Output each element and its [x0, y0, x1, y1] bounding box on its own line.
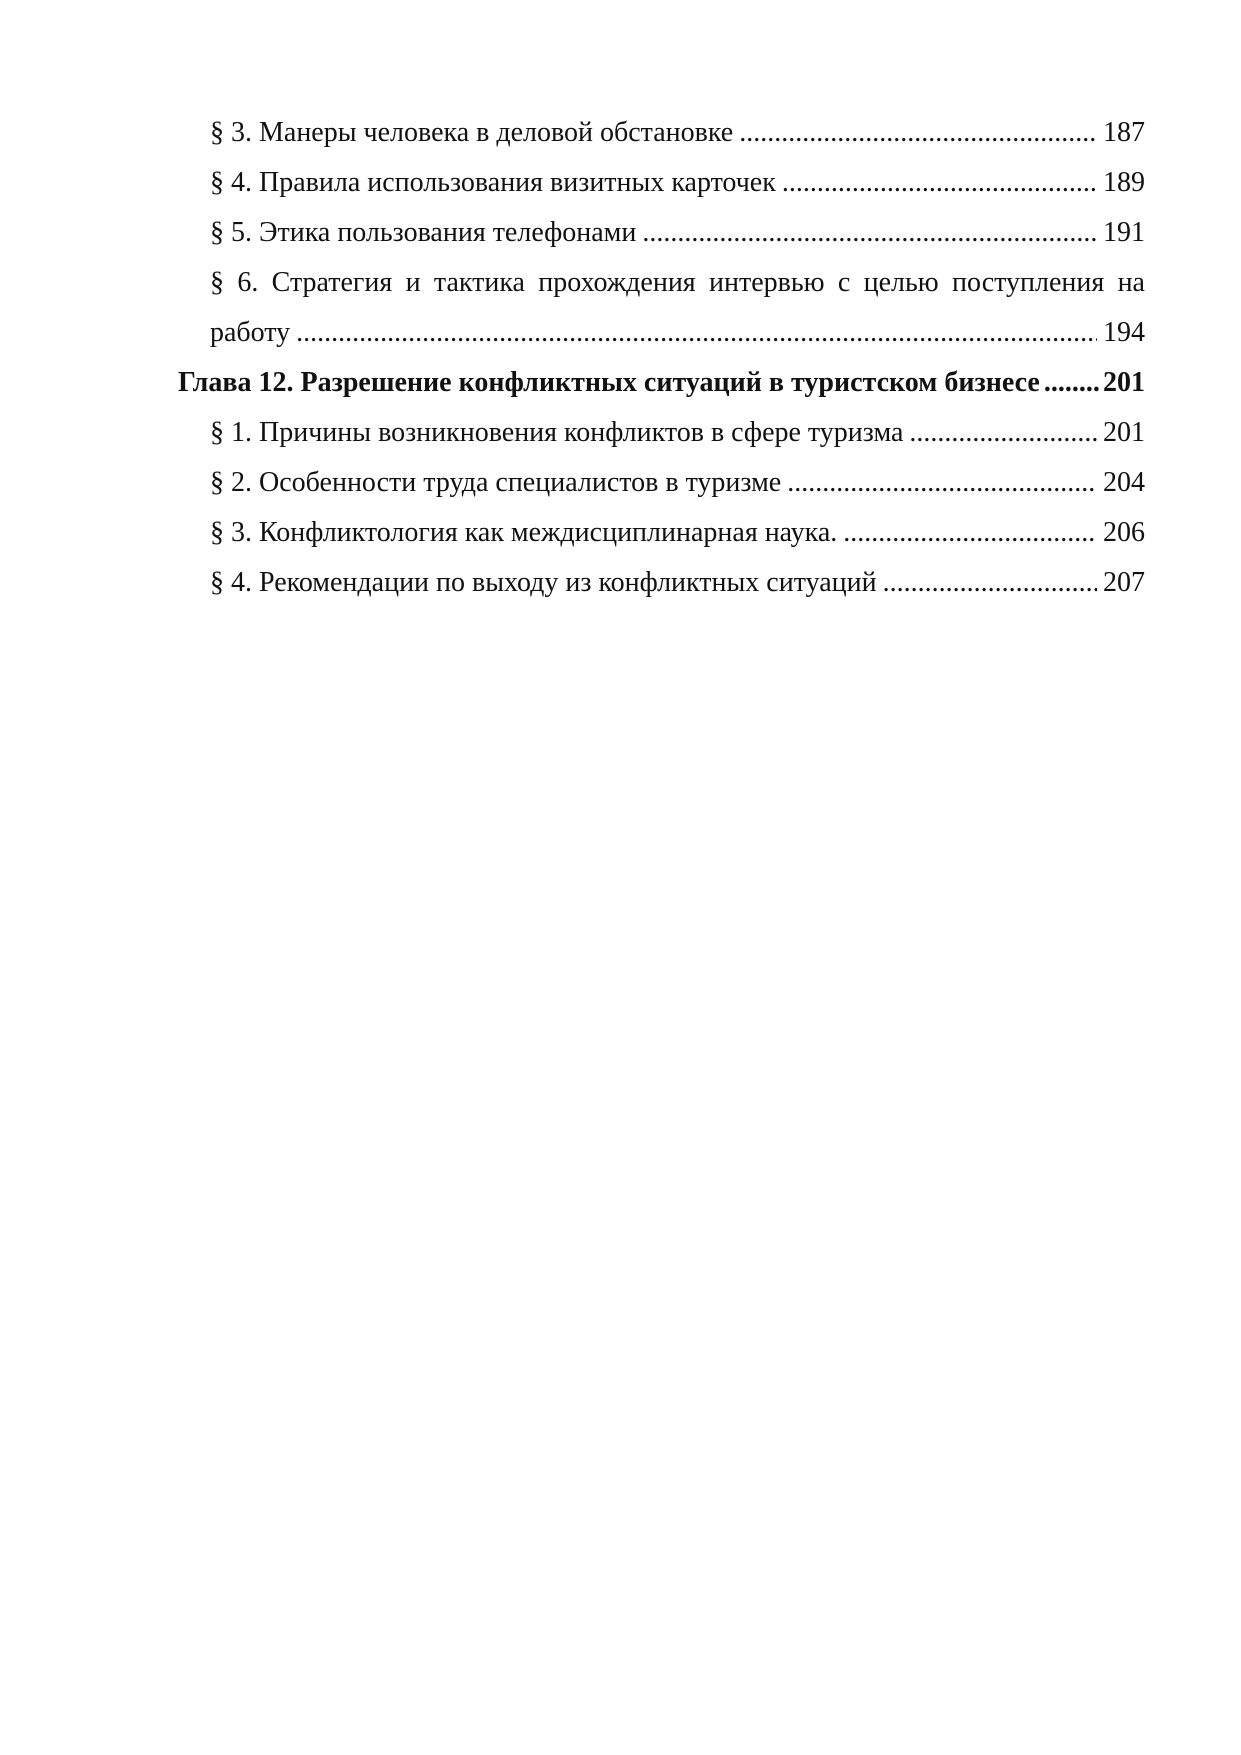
toc-entry[interactable]	[0, 158, 1241, 208]
dot-leader	[782, 158, 1097, 208]
toc-entry-page: 191	[1103, 217, 1145, 248]
dot-leader	[642, 208, 1097, 258]
toc-chapter-entry[interactable]	[0, 358, 1241, 408]
toc-entry[interactable]	[0, 258, 1241, 358]
toc-entry-title: § 4. Правила использования визитных карточек	[210, 167, 776, 198]
toc-entry-page: 206	[1103, 517, 1145, 548]
toc-entry[interactable]	[0, 408, 1241, 458]
table-of-contents	[0, 108, 1241, 608]
toc-entry-title: § 5. Этика пользования телефонами	[210, 217, 637, 248]
toc-entry-page: 187	[1103, 117, 1145, 148]
toc-chapter-title: Глава 12. Разрешение конфликтных ситуаций в туристском бизнесе	[178, 367, 1040, 398]
toc-entry[interactable]	[0, 558, 1241, 608]
toc-entry-title: § 2. Особенности труда специалистов в туризме	[210, 467, 782, 498]
toc-entry-title: § 4. Рекомендации по выходу из конфликтных ситуаций	[210, 567, 877, 598]
dot-leader	[1044, 358, 1101, 408]
dot-leader	[296, 308, 1097, 358]
dot-leader	[843, 508, 1097, 558]
toc-entry[interactable]	[0, 458, 1241, 508]
toc-entry-title: § 3. Конфликтология как междисциплинарная наука.	[210, 517, 838, 548]
toc-entry-title: § 1. Причины возникновения конфликтов в сфере туризма	[210, 417, 904, 448]
toc-entry-title: § 3. Манеры человека в деловой обстановке	[210, 117, 734, 148]
toc-entry[interactable]	[0, 208, 1241, 258]
toc-entry-page: 189	[1103, 167, 1145, 198]
dot-leader	[883, 558, 1097, 608]
toc-entry-page: 207	[1103, 567, 1145, 598]
dot-leader	[909, 408, 1097, 458]
dot-leader	[787, 458, 1097, 508]
toc-entry-title-line2: работу	[210, 317, 291, 348]
toc-entry[interactable]	[0, 508, 1241, 558]
toc-chapter-page: 201	[1103, 367, 1145, 398]
dot-leader	[739, 108, 1097, 158]
toc-entry-page: 194	[1103, 317, 1145, 348]
toc-entry-page: 201	[1103, 417, 1145, 448]
toc-entry-title-line1: § 6. Стратегия и тактика прохождения интервью с целью поступления на	[210, 267, 1145, 298]
toc-entry[interactable]	[0, 108, 1241, 158]
toc-entry-page: 204	[1103, 467, 1145, 498]
